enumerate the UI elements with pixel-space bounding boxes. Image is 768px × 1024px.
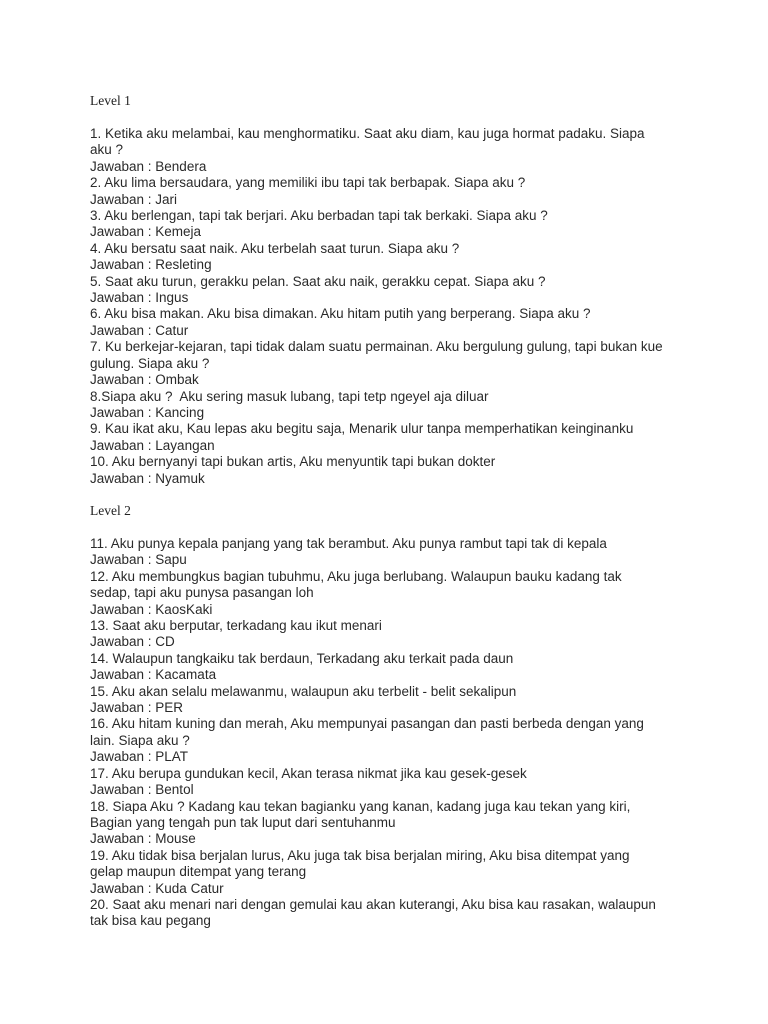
text-line: Jawaban : Bentol [90,782,194,798]
spacer [90,109,690,126]
text-line: tak bisa kau pegang [90,913,211,929]
text-line: Jawaban : CD [90,634,175,650]
text-line: 20. Saat aku menari nari dengan gemulai kau akan kuterangi, Aku bisa kau rasakan, walaupun [90,896,656,912]
text-line: 5. Saat aku turun, gerakku pelan. Saat aku naik, gerakku cepat. Siapa aku ? [90,273,546,289]
spacer [90,519,690,536]
text-line: 12. Aku membungkus bagian tubuhmu, Aku juga berlubang. Walaupun bauku kadang tak [90,568,622,584]
text-line: aku ? [90,142,124,158]
level-1-section [90,92,690,487]
text-line: 6. Aku bisa makan. Aku bisa dimakan. Aku hitam putih yang berperang. Siapa aku ? [90,306,591,322]
text-line: 9. Kau ikat aku, Kau lepas aku begitu saja, Menarik ulur tanpa memperhatikan keinginanku [90,421,634,437]
text-line: Jawaban : Catur [90,322,189,338]
level-1-heading: Level 1 [90,93,131,108]
text-line: Jawaban : Bendera [90,158,207,174]
text-line: 4. Aku bersatu saat naik. Aku terbelah saat turun. Siapa aku ? [90,240,460,256]
text-line: 16. Aku hitam kuning dan merah, Aku mempunyai pasangan dan pasti berbeda dengan yang [90,716,644,732]
level-2-lines [90,536,690,930]
text-line: Jawaban : Mouse [90,831,196,847]
text-line: 1. Ketika aku melambai, kau menghormatiku. Saat aku diam, kau juga hormat padaku. Siapa [90,126,645,141]
text-line: 14. Walaupun tangkaiku tak berdaun, Terkadang aku terkait pada daun [90,650,514,666]
text-line: 17. Aku berupa gundukan kecil, Akan terasa nikmat jika kau gesek-gesek [90,765,527,781]
level-1-lines [90,126,690,487]
text-line: Bagian yang tengah pun tak luput dari sentuhanmu [90,814,396,830]
text-line: 2. Aku lima bersaudara, yang memiliki ibu tapi tak berbapak. Siapa aku ? [90,175,526,191]
text-line: Jawaban : Kemeja [90,224,202,240]
text-line: Jawaban : Kuda Catur [90,880,224,896]
text-line: 10. Aku bernyanyi tapi bukan artis, Aku menyuntik tapi bukan dokter [90,454,496,470]
text-line: 13. Saat aku berputar, terkadang kau ikut menari [90,618,382,634]
text-line: gulung. Siapa aku ? [90,355,210,371]
text-line: Jawaban : PER [90,700,184,716]
level-2-heading: Level 2 [90,503,131,518]
text-line: 19. Aku tidak bisa berjalan lurus, Aku juga tak bisa berjalan miring, Aku bisa ditempat yang [90,847,630,863]
text-line: Jawaban : KaosKaki [90,601,213,617]
text-line: lain. Siapa aku ? [90,732,190,748]
text-line: Jawaban : Jari [90,191,178,207]
text-line: 3. Aku berlengan, tapi tak berjari. Aku berbadan tapi tak berkaki. Siapa aku ? [90,208,548,224]
text-line: 8.Siapa aku ? Aku sering masuk lubang, tapi tetp ngeyel aja diluar [90,388,489,404]
text-line: Jawaban : Resleting [90,257,212,273]
text-line: gelap maupun ditempat yang terang [90,864,307,880]
text-line: Jawaban : Layangan [90,437,215,453]
text-line: Jawaban : Nyamuk [90,470,205,486]
text-line: 15. Aku akan selalu melawanmu, walaupun aku terbelit - belit sekalipun [90,683,517,699]
text-line: Jawaban : Kancing [90,404,205,420]
text-line: Jawaban : Kacamata [90,667,217,683]
text-line: Jawaban : PLAT [90,749,189,765]
text-line: 18. Siapa Aku ? Kadang kau tekan bagianku yang kanan, kadang juga kau tekan yang kiri, [90,798,631,814]
text-line: 11. Aku punya kepala panjang yang tak berambut. Aku punya rambut tapi tak di kepala [90,536,607,551]
text-line: Jawaban : Ingus [90,290,189,306]
text-line: Jawaban : Ombak [90,372,199,388]
text-line: 7. Ku berkejar-kejaran, tapi tidak dalam suatu permainan. Aku bergulung gulung, tapi bukan kue [90,339,663,355]
text-line: Jawaban : Sapu [90,552,187,568]
text-line: sedap, tapi aku punysa pasangan loh [90,585,314,601]
level-2-section [90,502,690,930]
